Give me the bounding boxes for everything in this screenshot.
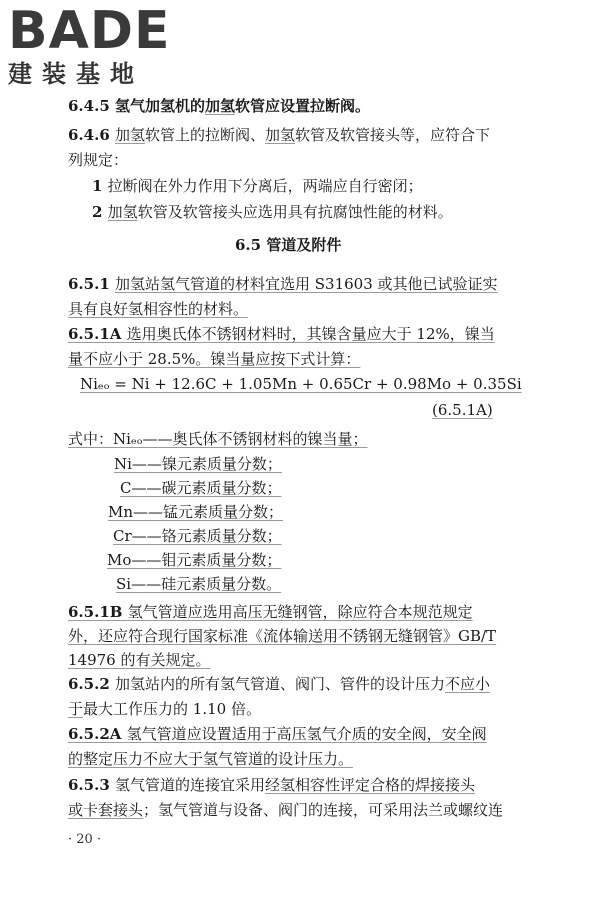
text-segment: 加氢 — [107, 203, 138, 221]
text-segment: 氢气管道应设置适用于高压氢气介质的安全阀，安全阀 — [126, 725, 487, 743]
text-line — [68, 798, 600, 822]
text-line — [68, 600, 600, 624]
text-segment: 软管及软管接头应选用具有抗腐蚀性能的材料。 — [137, 203, 453, 221]
text-segment: 6.5.1 — [68, 275, 115, 293]
formula — [80, 372, 600, 396]
text-line — [68, 347, 600, 371]
text-segment: 具有良好氢相容性的材料。 — [68, 300, 249, 318]
text-segment: Mn——锰元素质量分数； — [108, 503, 284, 521]
text-line — [92, 174, 600, 198]
text-segment: C——碳元素质量分数； — [120, 479, 282, 497]
text-segment: 加氢 — [265, 126, 296, 144]
text-line — [116, 572, 600, 596]
text-line — [68, 624, 600, 648]
text-line — [68, 322, 600, 346]
text-segment: 选用奥氏体不锈钢材料时，其镍含量应大于 12%，镍当 — [126, 325, 495, 343]
text-line — [68, 672, 600, 696]
text-segment: 软管上的拉断阀、 — [145, 126, 266, 144]
text-line — [114, 452, 600, 476]
text-segment: 列规定： — [68, 151, 129, 169]
text-line — [108, 500, 600, 524]
text-segment: Si——硅元素质量分数。 — [116, 575, 282, 593]
text-line — [68, 148, 600, 172]
text-segment: 量不应小于 28.5%。镍当量应按下式计算： — [68, 350, 361, 368]
text-line — [68, 697, 600, 721]
text-segment: 经氢相容性评定合格的焊接接头 — [265, 776, 476, 794]
text-segment: 1 — [92, 177, 108, 195]
text-segment: 6.4.5 氢气加氢机的 — [68, 97, 205, 115]
text-segment: 6.5.2A — [68, 725, 127, 743]
text-segment: 式中：Niₑₒ——奥氏体不锈钢材料的镍当量； — [68, 430, 368, 448]
brand-logo — [8, 1, 183, 88]
text-line — [68, 297, 600, 321]
text-segment: 6.5 管道及附件 — [235, 236, 342, 254]
text-segment: (6.5.1A) — [432, 401, 493, 419]
text-segment: 不应小 — [445, 675, 491, 693]
text-segment: 氢气管道应选用高压无缝钢管，除应符合本规范规定 — [127, 603, 473, 621]
text-segment: 于 — [68, 700, 84, 718]
text-segment: 6.5.1A — [68, 325, 127, 343]
text-segment: 加氢 — [204, 97, 235, 115]
text-line — [92, 200, 600, 224]
text-segment: Niₑₒ = Ni + 12.6C + 1.05Mn + 0.65Cr + 0.98Mo + 0.35Si — [80, 375, 522, 393]
text-line — [68, 427, 600, 451]
text-segment: 加氢 — [114, 126, 145, 144]
text-segment: 2 — [92, 203, 108, 221]
text-line — [68, 747, 600, 771]
page-number: · 20 · — [68, 832, 102, 847]
text-segment: 6.4.6 — [68, 126, 115, 144]
text-segment: 6.5.2 — [68, 675, 115, 693]
text-line — [68, 648, 600, 672]
text-segment: 加氢站内的所有氢气管道、阀门、管件的设计压力 — [114, 675, 445, 693]
text-segment: 加氢站氢气管道的材料宜选用 S31603 或其他已试验证实 — [114, 275, 498, 293]
text-segment: 14976 的有关规定。 — [68, 651, 211, 669]
brand-word: BADE — [8, 1, 171, 61]
text-line — [107, 548, 600, 572]
text-segment: Cr——铬元素质量分数； — [113, 527, 282, 545]
brand-sub: 建装基地 — [8, 60, 144, 88]
text-line — [113, 524, 600, 548]
text-line — [68, 123, 600, 147]
text-line — [68, 722, 600, 746]
text-segment: Ni——镍元素质量分数； — [114, 455, 282, 473]
text-segment: 6.5.3 — [68, 776, 115, 794]
text-segment: 6.5.1B — [68, 603, 128, 621]
text-segment: 氢气管道的连接宜采用 — [114, 776, 265, 794]
text-line — [68, 94, 600, 118]
text-segment: 最大工作压力的 1.10 倍。 — [83, 700, 261, 718]
text-segment: 拉断阀在外力作用下分离后，两端应自行密闭； — [107, 177, 423, 195]
text-segment: ；氢气管道与设备、阀门的连接，可采用法兰或螺纹连 — [143, 801, 504, 819]
text-segment: 或卡套接头 — [68, 801, 144, 819]
section-heading — [235, 233, 600, 257]
text-segment: 软管应设置拉断阀。 — [235, 97, 371, 115]
text-line — [68, 272, 600, 296]
formula-number — [432, 398, 600, 422]
text-segment: Mo——钼元素质量分数； — [107, 551, 282, 569]
text-line — [120, 476, 600, 500]
text-segment: 软管及软管接头等，应符合下 — [295, 126, 491, 144]
text-line — [68, 773, 600, 797]
text-segment: 外，还应符合现行国家标准《流体输送用不锈钢无缝钢管》GB/T — [68, 627, 497, 645]
text-segment: 的整定压力不应大于氢气管道的设计压力。 — [68, 750, 354, 768]
